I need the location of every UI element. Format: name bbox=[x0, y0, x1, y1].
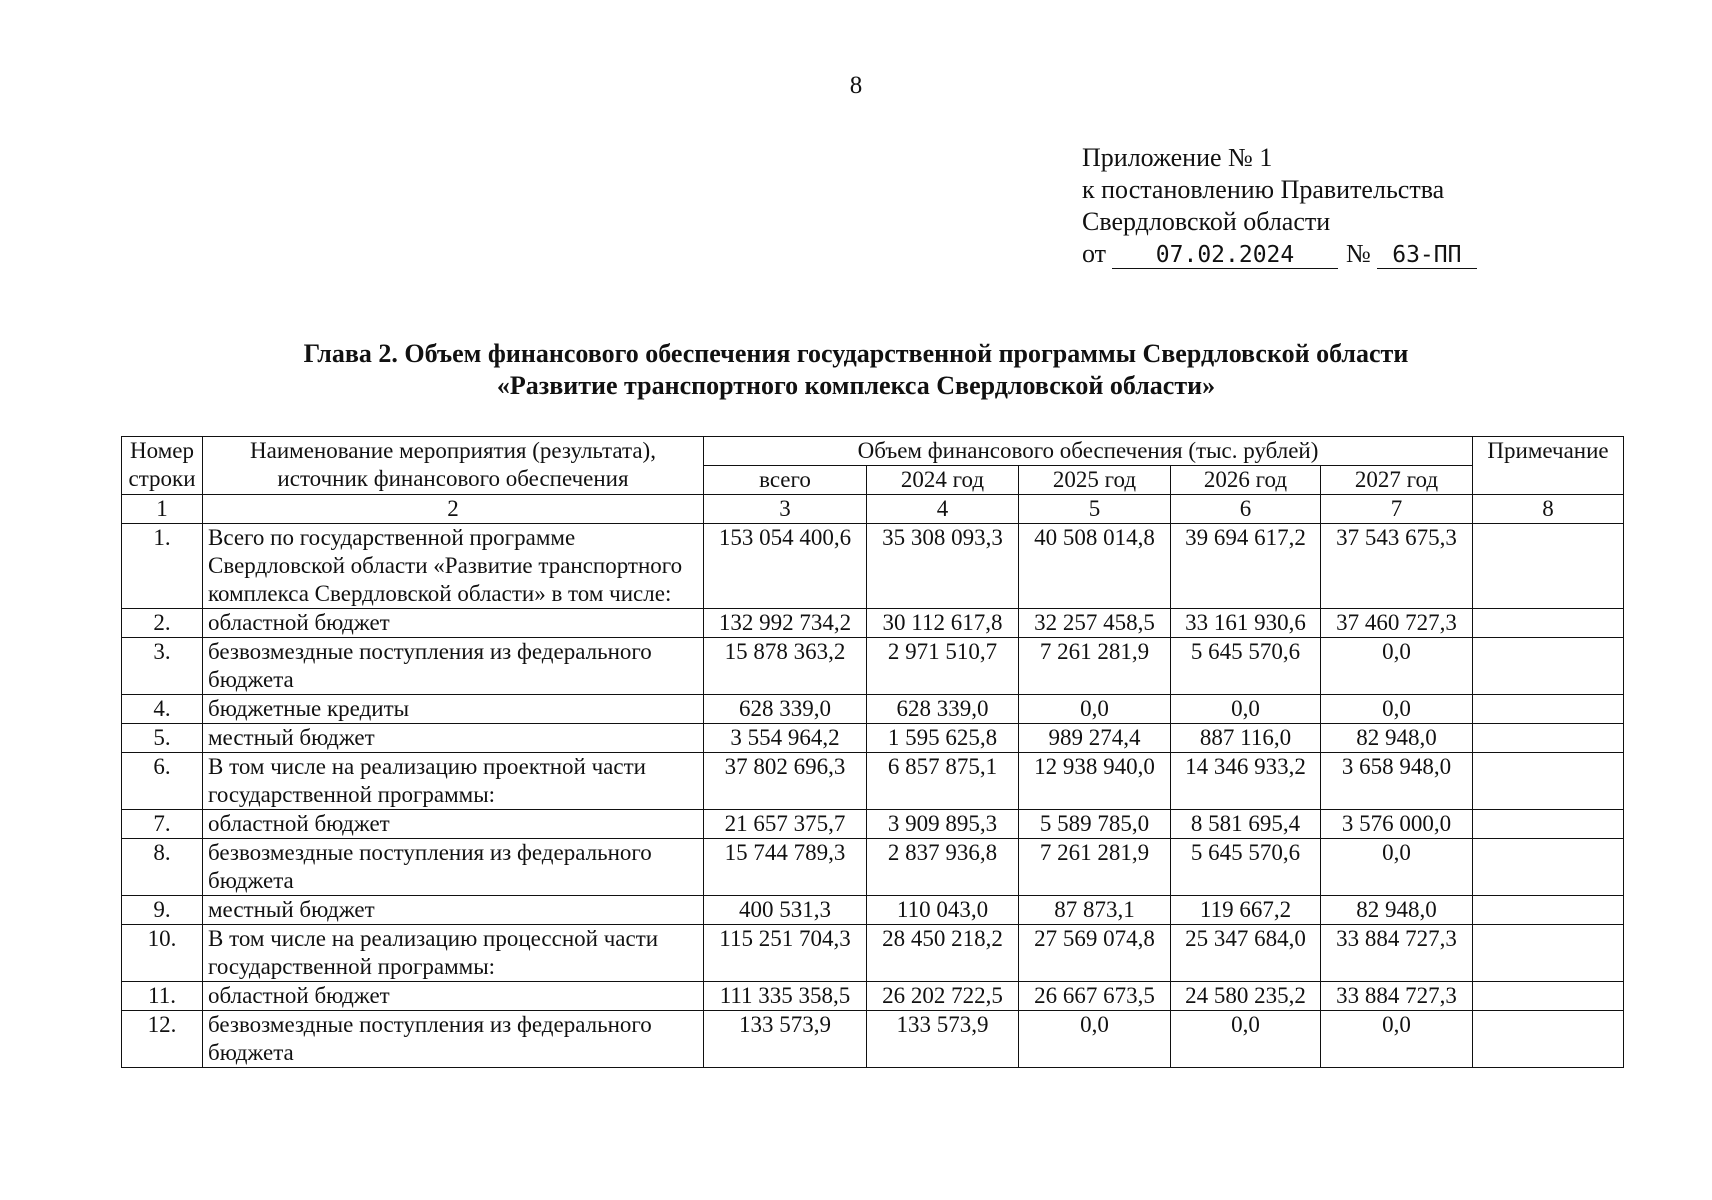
row-note bbox=[1473, 695, 1624, 724]
row-2027: 37 543 675,3 bbox=[1321, 524, 1473, 609]
row-total: 15 878 363,2 bbox=[704, 638, 867, 695]
appendix-title: Приложение № 1 bbox=[1082, 143, 1273, 172]
row-2026: 25 347 684,0 bbox=[1171, 925, 1321, 982]
row-2027: 0,0 bbox=[1321, 839, 1473, 896]
row-2024: 2 837 936,8 bbox=[867, 839, 1019, 896]
header-name: Наименование мероприятия (результата), источник финансового обеспечения bbox=[203, 437, 704, 495]
row-2027: 82 948,0 bbox=[1321, 896, 1473, 925]
row-total: 132 992 734,2 bbox=[704, 609, 867, 638]
row-name: безвозмездные поступления из федерального бюджета bbox=[203, 1011, 704, 1068]
row-2025: 7 261 281,9 bbox=[1019, 638, 1171, 695]
number-prefix: № bbox=[1346, 239, 1371, 268]
row-name: местный бюджет bbox=[203, 724, 704, 753]
row-total: 628 339,0 bbox=[704, 695, 867, 724]
table-row bbox=[122, 695, 1624, 724]
row-2024: 30 112 617,8 bbox=[867, 609, 1019, 638]
row-2024: 26 202 722,5 bbox=[867, 982, 1019, 1011]
row-2026: 8 581 695,4 bbox=[1171, 810, 1321, 839]
column-number: 4 bbox=[867, 495, 1019, 524]
header-row-1 bbox=[122, 437, 1624, 466]
row-number: 9. bbox=[122, 896, 203, 925]
table-row bbox=[122, 609, 1624, 638]
row-2025: 27 569 074,8 bbox=[1019, 925, 1171, 982]
appendix-date-line bbox=[1082, 238, 1562, 270]
row-name: областной бюджет bbox=[203, 609, 704, 638]
row-2026: 33 161 930,6 bbox=[1171, 609, 1321, 638]
table-row bbox=[122, 753, 1624, 810]
resolution-number: 63-ПП bbox=[1377, 242, 1477, 269]
row-2026: 5 645 570,6 bbox=[1171, 638, 1321, 695]
row-total: 15 744 789,3 bbox=[704, 839, 867, 896]
row-name: В том числе на реализацию проектной части государственной программы: bbox=[203, 753, 704, 810]
page-number: 8 bbox=[849, 72, 863, 99]
row-2026: 5 645 570,6 bbox=[1171, 839, 1321, 896]
row-number: 4. bbox=[122, 695, 203, 724]
header-2025: 2025 год bbox=[1019, 466, 1171, 495]
row-2025: 0,0 bbox=[1019, 1011, 1171, 1068]
row-number: 12. bbox=[122, 1011, 203, 1068]
row-2026: 39 694 617,2 bbox=[1171, 524, 1321, 609]
resolution-date: 07.02.2024 bbox=[1112, 242, 1338, 269]
column-number: 5 bbox=[1019, 495, 1171, 524]
row-total: 153 054 400,6 bbox=[704, 524, 867, 609]
table-row bbox=[122, 524, 1624, 609]
date-prefix: от bbox=[1082, 239, 1107, 268]
table-row bbox=[122, 839, 1624, 896]
row-2024: 35 308 093,3 bbox=[867, 524, 1019, 609]
row-total: 3 554 964,2 bbox=[704, 724, 867, 753]
row-2024: 133 573,9 bbox=[867, 1011, 1019, 1068]
row-name: Всего по государственной программе Свердловской области «Развитие транспортного комплекса Свердловской области» в том числе: bbox=[203, 524, 704, 609]
row-2026: 887 116,0 bbox=[1171, 724, 1321, 753]
row-name: В том числе на реализацию процессной части государственной программы: bbox=[203, 925, 704, 982]
appendix-resolution: к постановлению Правительства bbox=[1082, 175, 1445, 204]
row-note bbox=[1473, 638, 1624, 695]
header-row-number: Номер строки bbox=[122, 437, 203, 495]
row-2024: 28 450 218,2 bbox=[867, 925, 1019, 982]
row-2026: 24 580 235,2 bbox=[1171, 982, 1321, 1011]
chapter-title bbox=[0, 338, 1712, 402]
row-total: 21 657 375,7 bbox=[704, 810, 867, 839]
row-2027: 3 576 000,0 bbox=[1321, 810, 1473, 839]
row-2026: 0,0 bbox=[1171, 695, 1321, 724]
row-2025: 0,0 bbox=[1019, 695, 1171, 724]
row-number: 6. bbox=[122, 753, 203, 810]
row-name: областной бюджет bbox=[203, 810, 704, 839]
row-number: 11. bbox=[122, 982, 203, 1011]
row-number: 3. bbox=[122, 638, 203, 695]
row-2025: 12 938 940,0 bbox=[1019, 753, 1171, 810]
row-number: 10. bbox=[122, 925, 203, 982]
table-row bbox=[122, 724, 1624, 753]
row-2024: 3 909 895,3 bbox=[867, 810, 1019, 839]
table-row bbox=[122, 896, 1624, 925]
row-name: местный бюджет bbox=[203, 896, 704, 925]
row-2025: 40 508 014,8 bbox=[1019, 524, 1171, 609]
row-number: 8. bbox=[122, 839, 203, 896]
table-row bbox=[122, 1011, 1624, 1068]
row-name: безвозмездные поступления из федерального бюджета bbox=[203, 839, 704, 896]
appendix-block bbox=[1082, 142, 1562, 270]
row-2027: 33 884 727,3 bbox=[1321, 925, 1473, 982]
appendix-region: Свердловской области bbox=[1082, 207, 1331, 236]
row-2025: 32 257 458,5 bbox=[1019, 609, 1171, 638]
row-note bbox=[1473, 925, 1624, 982]
row-2024: 110 043,0 bbox=[867, 896, 1019, 925]
chapter-title-line-2: «Развитие транспортного комплекса Свердловской области» bbox=[496, 371, 1216, 400]
row-2027: 82 948,0 bbox=[1321, 724, 1473, 753]
column-number: 1 bbox=[122, 495, 203, 524]
row-2027: 37 460 727,3 bbox=[1321, 609, 1473, 638]
column-number: 7 bbox=[1321, 495, 1473, 524]
row-note bbox=[1473, 982, 1624, 1011]
row-note bbox=[1473, 524, 1624, 609]
row-note bbox=[1473, 1011, 1624, 1068]
column-number: 8 bbox=[1473, 495, 1624, 524]
row-name: бюджетные кредиты bbox=[203, 695, 704, 724]
row-name: безвозмездные поступления из федерального бюджета bbox=[203, 638, 704, 695]
header-volume-group: Объем финансового обеспечения (тыс. рублей) bbox=[704, 437, 1473, 466]
table-row bbox=[122, 925, 1624, 982]
row-2026: 14 346 933,2 bbox=[1171, 753, 1321, 810]
column-number: 6 bbox=[1171, 495, 1321, 524]
table-row bbox=[122, 638, 1624, 695]
row-total: 37 802 696,3 bbox=[704, 753, 867, 810]
row-note bbox=[1473, 724, 1624, 753]
table-row bbox=[122, 982, 1624, 1011]
row-2027: 33 884 727,3 bbox=[1321, 982, 1473, 1011]
row-total: 133 573,9 bbox=[704, 1011, 867, 1068]
row-number: 1. bbox=[122, 524, 203, 609]
row-number: 7. bbox=[122, 810, 203, 839]
row-2024: 628 339,0 bbox=[867, 695, 1019, 724]
row-note bbox=[1473, 839, 1624, 896]
column-number: 2 bbox=[203, 495, 704, 524]
header-2024: 2024 год bbox=[867, 466, 1019, 495]
table-body bbox=[122, 524, 1624, 1068]
row-2024: 2 971 510,7 bbox=[867, 638, 1019, 695]
row-2027: 3 658 948,0 bbox=[1321, 753, 1473, 810]
row-total: 400 531,3 bbox=[704, 896, 867, 925]
row-2024: 1 595 625,8 bbox=[867, 724, 1019, 753]
header-note: Примечание bbox=[1473, 437, 1624, 495]
header-2026: 2026 год bbox=[1171, 466, 1321, 495]
row-2026: 119 667,2 bbox=[1171, 896, 1321, 925]
row-2025: 5 589 785,0 bbox=[1019, 810, 1171, 839]
row-number: 2. bbox=[122, 609, 203, 638]
row-2025: 7 261 281,9 bbox=[1019, 839, 1171, 896]
row-name: областной бюджет bbox=[203, 982, 704, 1011]
header-2027: 2027 год bbox=[1321, 466, 1473, 495]
row-2025: 989 274,4 bbox=[1019, 724, 1171, 753]
row-note bbox=[1473, 896, 1624, 925]
row-2024: 6 857 875,1 bbox=[867, 753, 1019, 810]
header-total: всего bbox=[704, 466, 867, 495]
column-number-row bbox=[122, 495, 1624, 524]
row-note bbox=[1473, 609, 1624, 638]
financing-table bbox=[121, 436, 1624, 1068]
column-number: 3 bbox=[704, 495, 867, 524]
row-total: 111 335 358,5 bbox=[704, 982, 867, 1011]
row-number: 5. bbox=[122, 724, 203, 753]
row-2026: 0,0 bbox=[1171, 1011, 1321, 1068]
row-2025: 87 873,1 bbox=[1019, 896, 1171, 925]
row-note bbox=[1473, 810, 1624, 839]
row-total: 115 251 704,3 bbox=[704, 925, 867, 982]
row-2027: 0,0 bbox=[1321, 695, 1473, 724]
table-row bbox=[122, 810, 1624, 839]
row-2027: 0,0 bbox=[1321, 638, 1473, 695]
row-note bbox=[1473, 753, 1624, 810]
row-2027: 0,0 bbox=[1321, 1011, 1473, 1068]
chapter-title-line-1: Глава 2. Объем финансового обеспечения государственной программы Свердловской области bbox=[303, 339, 1409, 368]
row-2025: 26 667 673,5 bbox=[1019, 982, 1171, 1011]
